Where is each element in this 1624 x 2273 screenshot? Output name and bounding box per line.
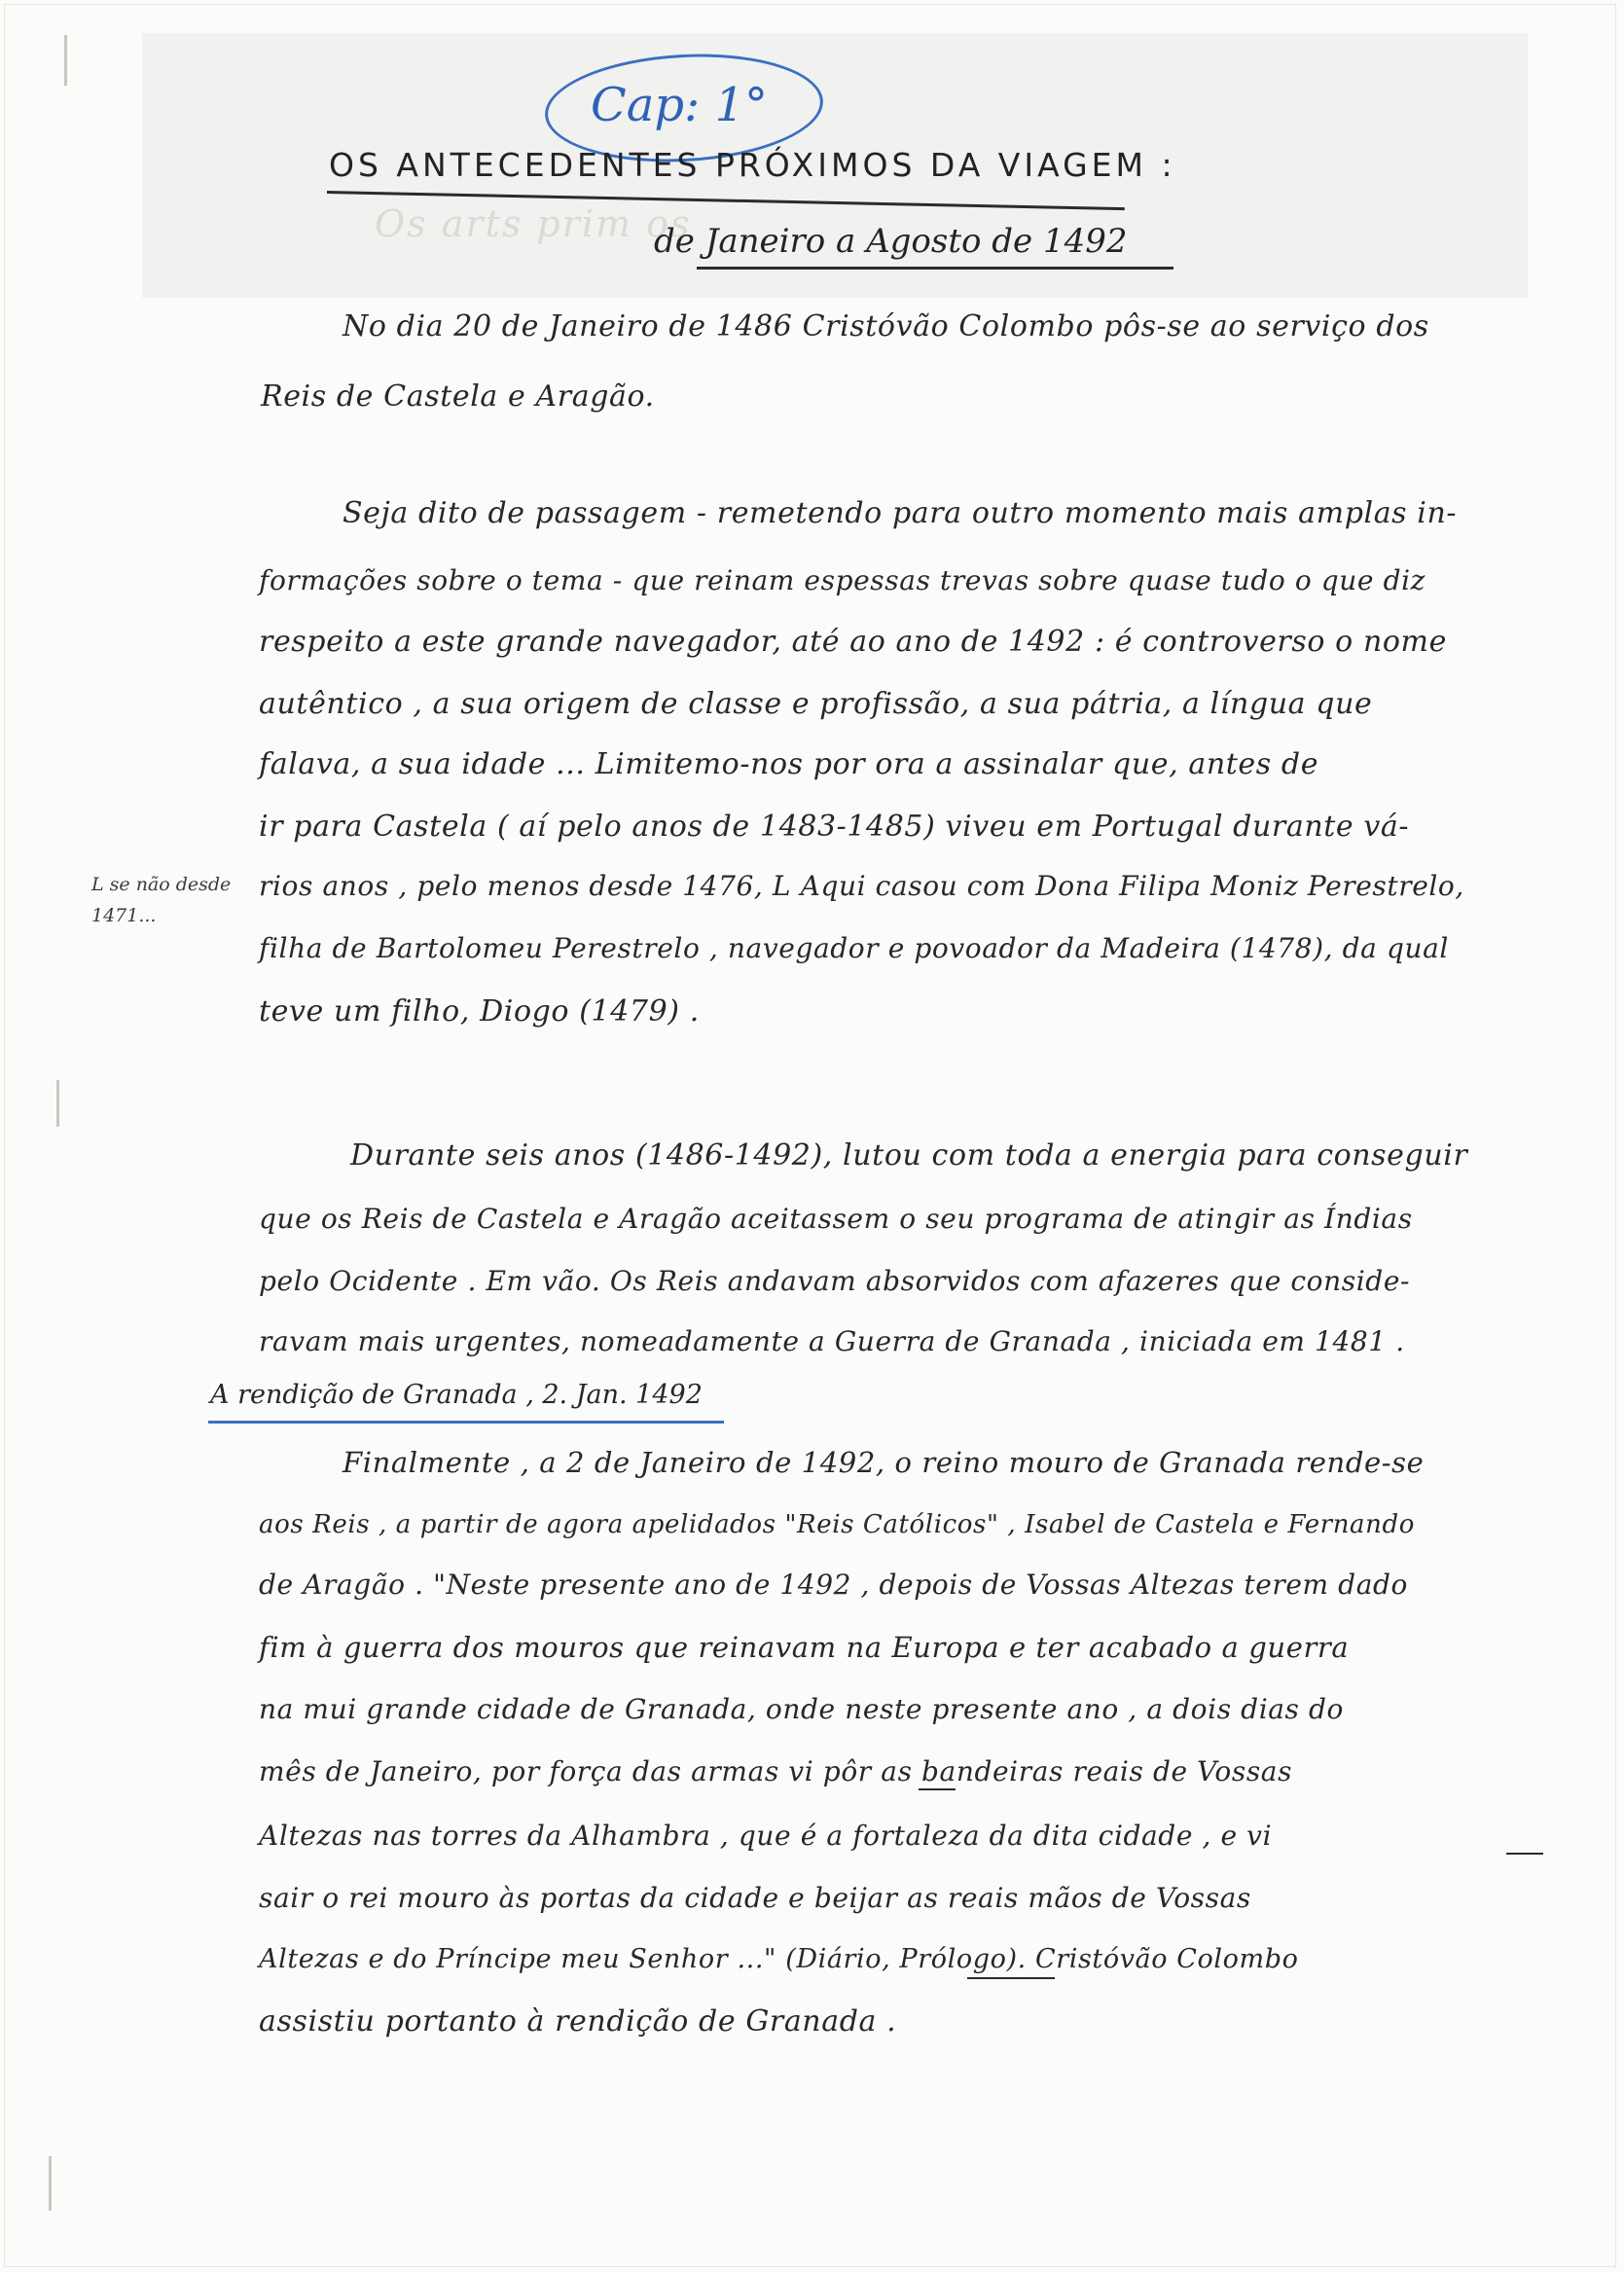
paragraph2-line: respeito a este grande navegador, até ao ano de 1492 : é controverso o nome <box>259 625 1447 659</box>
margin-note-line: L se não desde <box>91 874 232 895</box>
paragraph1-line: No dia 20 de Janeiro de 1486 Cristóvão Colombo pôs-se ao serviço dos <box>343 309 1429 343</box>
underline-vi-1 <box>919 1788 956 1790</box>
paragraph4-line: Finalmente , a 2 de Janeiro de 1492, o reino mouro de Granada rende-se <box>343 1446 1425 1479</box>
paragraph3-line: ravam mais urgentes, nomeadamente a Guerra de Granada , iniciada em 1481 . <box>259 1325 1405 1357</box>
paragraph4-line: aos Reis , a partir de agora apelidados "Reis Católicos" , Isabel de Castela e Fernando <box>259 1510 1415 1539</box>
underline-diario <box>967 1977 1055 1979</box>
paragraph2-line: rios anos , pelo menos desde 1476, L Aqui casou com Dona Filipa Moniz Perestrelo, <box>259 870 1464 902</box>
paragraph3-line: pelo Ocidente . Em vão. Os Reis andavam absorvidos com afazeres que conside- <box>259 1265 1411 1297</box>
page-subtitle: de Janeiro a Agosto de 1492 <box>654 222 1128 261</box>
paragraph4-line: assistiu portanto à rendição de Granada . <box>259 2004 897 2038</box>
paragraph2-line: teve um filho, Diogo (1479) . <box>259 994 700 1028</box>
paragraph4-line: de Aragão . "Neste presente ano de 1492 , depois de Vossas Altezas terem dado <box>259 1569 1408 1601</box>
section-note-underline <box>208 1421 724 1424</box>
subtitle-underline <box>697 267 1173 270</box>
chapter-label: Cap: 1° <box>590 78 769 132</box>
paragraph4-line: Altezas nas torres da Alhambra , que é a fortaleza da dita cidade , e vi <box>259 1820 1273 1852</box>
paragraph4-line: Altezas e do Príncipe meu Senhor ..." (Diário, Prólogo). Cristóvão Colombo <box>259 1944 1299 1974</box>
paper-mark-middle <box>56 1080 59 1127</box>
paragraph4-line: sair o rei mouro às portas da cidade e beijar as reais mãos de Vossas <box>259 1882 1251 1914</box>
paragraph3-line: que os Reis de Castela e Aragão aceitassem o seu programa de atingir as Índias <box>259 1203 1413 1235</box>
paragraph3-line: Durante seis anos (1486-1492), lutou com toda a energia para conseguir <box>350 1138 1468 1173</box>
paragraph2-line: falava, a sua idade ... Limitemo-nos por ora a assinalar que, antes de <box>259 747 1319 781</box>
paragraph2-line: Seja dito de passagem - remetendo para outro momento mais amplas in- <box>343 496 1458 530</box>
paragraph2-line: autêntico , a sua origem de classe e profissão, a sua pátria, a língua que <box>259 687 1373 721</box>
underline-vi-2 <box>1506 1853 1543 1855</box>
paragraph2-line: filha de Bartolomeu Perestrelo , navegador e povoador da Madeira (1478), da qual <box>259 932 1449 964</box>
paragraph2-line: formações sobre o tema - que reinam espessas trevas sobre quase tudo o que diz <box>259 564 1426 596</box>
paragraph4-line: na mui grande cidade de Granada, onde neste presente ano , a dois dias do <box>259 1693 1344 1725</box>
paragraph4-line: mês de Janeiro, por força das armas vi pôr as bandeiras reais de Vossas <box>259 1755 1293 1787</box>
paragraph4-line: fim à guerra dos mouros que reinavam na Europa e ter acabado a guerra <box>259 1631 1350 1664</box>
paragraph2-line: ir para Castela ( aí pelo anos de 1483-1485) viveu em Portugal durante vá- <box>259 810 1410 844</box>
margin-note-line: 1471... <box>91 905 157 926</box>
paragraph1-line: Reis de Castela e Aragão. <box>261 379 655 414</box>
page-title: OS ANTECEDENTES PRÓXIMOS DA VIAGEM : <box>329 146 1176 184</box>
paper-mark-top <box>64 35 67 86</box>
ghost-text: Os arts prim os <box>375 202 692 245</box>
section-note: A rendição de Granada , 2. Jan. 1492 <box>210 1380 703 1410</box>
paper-mark-bottom <box>49 2156 52 2211</box>
